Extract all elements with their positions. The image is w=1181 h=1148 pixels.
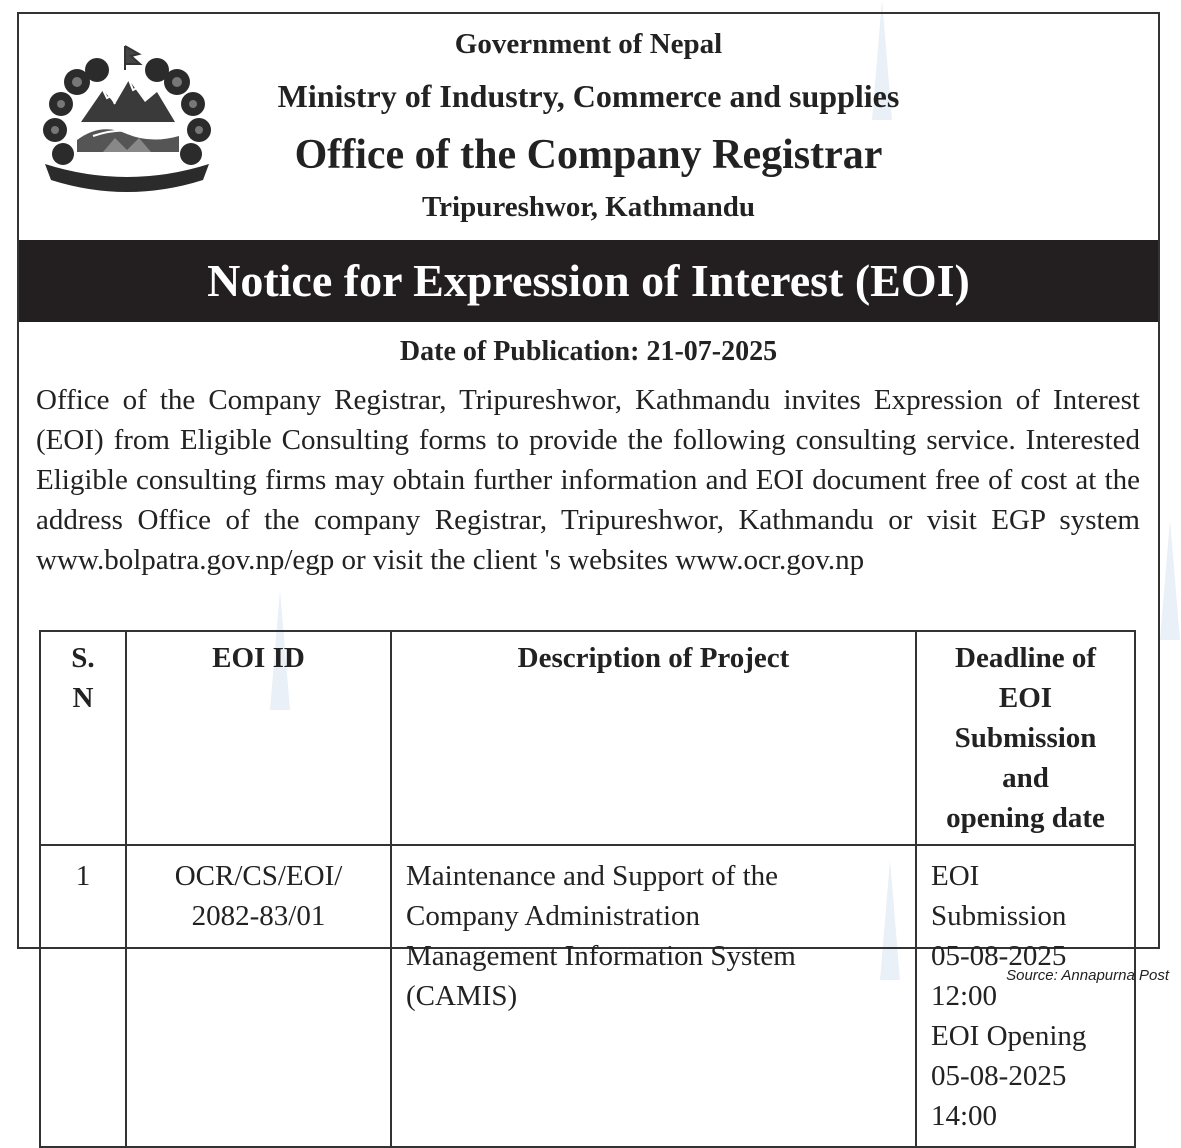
watermark-shape	[1160, 520, 1180, 640]
header-deadline: Deadline of EOI Submission and opening date	[916, 631, 1135, 845]
publication-date: Date of Publication: 21-07-2025	[399, 336, 778, 367]
cell-sn: 1	[40, 845, 126, 1147]
ministry-line: Ministry of Industry, Commerce and supplies	[277, 78, 900, 114]
notice-title: Notice for Expression of Interest (EOI)	[207, 255, 970, 306]
eoi-table	[39, 630, 1136, 1148]
cell-deadline: EOI Submission 05-08-2025 12:00 EOI Opening 05-08-2025 14:00	[916, 845, 1135, 1147]
address-line: Tripureshwor, Kathmandu	[421, 191, 756, 223]
table-row	[40, 845, 1135, 1147]
source-credit: Source: Annapurna Post	[1006, 967, 1169, 984]
notice-title-band	[19, 240, 1158, 322]
header-description: Description of Project	[391, 631, 916, 845]
table-header-row	[40, 631, 1135, 845]
government-line: Government of Nepal	[454, 28, 723, 60]
header	[19, 14, 1158, 240]
cell-description: Maintenance and Support of the Company Administration Management Information System (CAMIS)	[391, 845, 916, 1147]
cell-eoi-id: OCR/CS/EOI/ 2082-83/01	[126, 845, 391, 1147]
notice-body-text: Office of the Company Registrar, Tripureshwor, Kathmandu invites Expression of Interest (EOI) from Eligible Consulting forms to provide the following consulting service. Interested Eligible consulting firms may obtain further information and EOI document free of cost at the address Office of the company Registrar, Tripureshwor, Kathmandu or visit EGP system www.bolpatra.gov.np/egp or visit the client 's websites www.ocr.gov.np	[36, 384, 1140, 576]
header-sn: S. N	[40, 631, 126, 845]
office-title: Office of the Company Registrar	[294, 132, 883, 178]
header-eoi-id: EOI ID	[126, 631, 391, 845]
